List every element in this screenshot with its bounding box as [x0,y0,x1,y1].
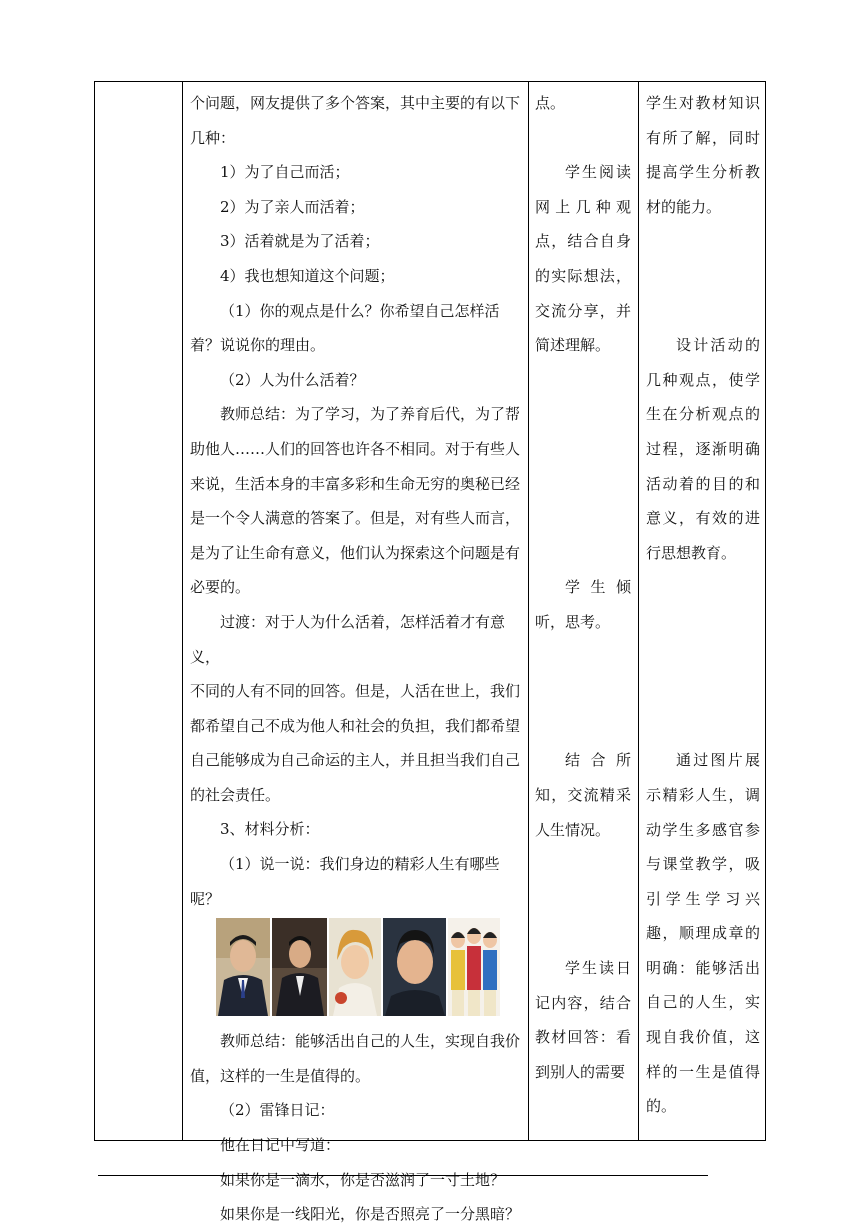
content-line: 4）我也想知道这个问题； [220,266,395,285]
content-line: 都希望自己不成为他人和社会的负担，我们都希望 [190,716,521,735]
teaching-content-column [190,86,526,1232]
portrait-photo [329,918,381,1016]
student-activity-column [535,86,631,1089]
intent-text: 设计活动的几种观点，使学生在分析观点的过程，逐渐明确活动着的目的和意义，有效的进行思想教育。 [646,336,760,562]
content-line: 是一个令人满意的答案了。但是，对有些人而言， [190,509,521,528]
content-line: 几种： [190,128,236,147]
content-line: 来说，生活本身的丰富多彩和生命无穷的奥秘已经 [190,474,521,493]
activity-text: 点。 [535,94,566,112]
activity-text: 结合所知，交流精采人生情况。 [535,751,631,839]
footer-rule [98,1175,708,1176]
content-line: 3）活着就是为了活着； [220,232,380,251]
portrait-photo [216,918,270,1016]
content-line: 2）为了亲人而活着； [220,197,365,216]
content-line: 教师总结：能够活出自己的人生，实现自我价 [220,1032,521,1051]
content-line: 个问题，网友提供了多个答案，其中主要的有以下 [190,94,521,112]
content-line: 的社会责任。 [190,785,281,804]
portrait-photo [272,918,327,1016]
content-line: 值，这样的一生是值得的。 [190,1066,371,1085]
content-line: 如果你是一滴水，你是否滋润了一寸土地？ [220,1170,506,1189]
content-line: 1）为了自己而活； [220,163,350,182]
photo-strip [216,918,526,1016]
column-divider [638,82,639,1140]
content-line: 3、材料分析： [220,820,320,839]
content-line: 如果你是一线阳光，你是否照亮了一分黑暗？ [220,1205,521,1224]
content-line: （2）人为什么活着？ [220,370,365,389]
content-line: （1）说一说：我们身边的精彩人生有哪些呢？ [190,855,500,908]
content-line: 是为了让生命有意义，他们认为探索这个问题是有 [190,543,521,562]
content-line: （2）雷锋日记： [220,1101,335,1120]
content-line: （1）你的观点是什么？你希望自己怎样活 [220,301,500,320]
portrait-photo [383,918,446,1016]
activity-text: 学生读日记内容，结合教材回答：看到别人的需要 [535,958,631,1081]
content-line: 着？说说你的理由。 [190,336,326,355]
column-divider [528,82,529,1140]
content-line: 自己能够成为自己命运的主人，并且担当我们自己 [190,751,521,770]
content-line: 教师总结：为了学习，为了养育后代，为了帮 [220,405,521,424]
content-line: 不同的人有不同的回答。但是，人活在世上，我们 [190,682,521,701]
column-divider [182,82,183,1140]
design-intent-column [646,86,760,1124]
intent-text: 学生对教材知识有所了解，同时提高学生分析教材的能力。 [646,94,760,216]
intent-text: 通过图片展示精彩人生，调动学生多感官参与课堂教学，吸引学生学习兴趣，顺理成章的明确：能够活出自己的人生，实现自我价值，这样的一生是值得的。 [646,751,760,1116]
content-line: 必要的。 [190,578,251,597]
portrait-photo [448,918,500,1016]
activity-text: 学生阅读网上几种观点，结合自身的实际想法，交流分享，并简述理解。 [535,163,631,355]
content-line: 他在日记中写道： [220,1136,341,1155]
activity-text: 学生倾听，思考。 [535,578,631,631]
content-line: 过渡：对于人为什么活着，怎样活着才有意义， [190,612,506,666]
lesson-table [94,81,766,1224]
content-line: 助他人……人们的回答也许各不相同。对于有些人 [190,439,521,458]
